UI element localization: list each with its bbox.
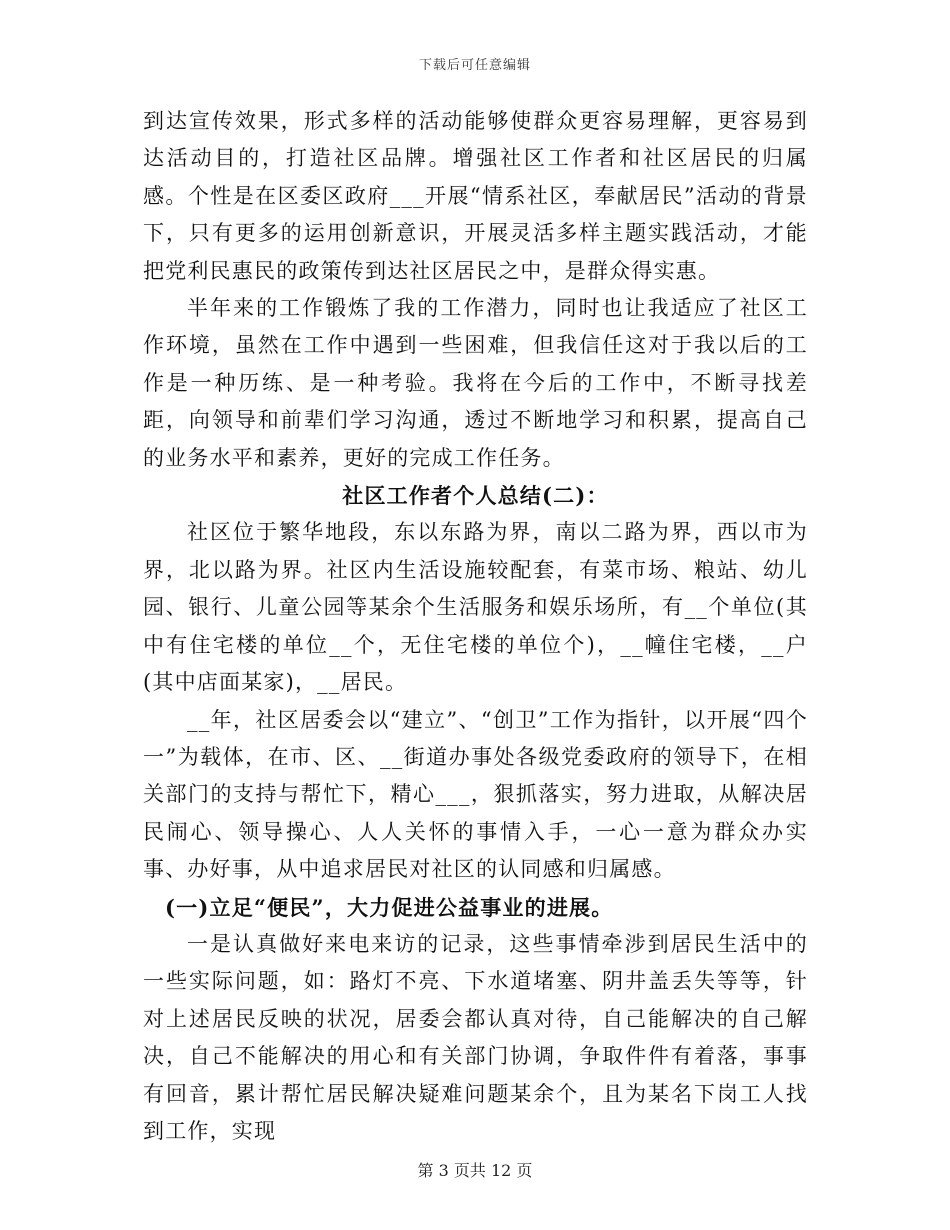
paragraph-2: 半年来的工作锻炼了我的工作潜力，同时也让我适应了社区工作环境，虽然在工作中遇到一些困难，但我信任这对于我以后的工作是一种历练、是一种考验。我将在今后的工作中，不断寻找差距，向领导和前辈们学习沟通，透过不断地学习和积累，提高自己的业务水平和素养，更好的完成工作任务。 — [143, 296, 808, 470]
sub-heading: (一)立足“便民”，大力促进公益事业的进展。 — [165, 894, 614, 920]
paragraph-1: 到达宣传效果，形式多样的活动能够使群众更容易理解，更容易到达活动目的，打造社区品牌。增强社区工作者和社区居民的归属感。个性是在区委区政府___开展“情系社区，奉献居民”活动的背景下，只有更多的运用创新意识，开展灵活多样主题实践活动，才能把党利民惠民的政策传到达社区居民之中，是群众得实惠。 — [143, 109, 808, 283]
paragraph-3: 社区位于繁华地段，东以东路为界，南以二路为界，西以市为界，北以路为界。社区内生活设施较配套，有菜市场、粮站、幼儿园、银行、儿童公园等某余个生活服务和娱乐场所，有__个单位(其中有住宅楼的单位__个，无住宅楼的单位个)，__幢住宅楼，__户(其中店面某家)，__居民。 — [143, 520, 808, 695]
paragraph-5: 一是认真做好来电来访的记录，这些事情牵涉到居民生活中的一些实际问题，如：路灯不亮、下水道堵塞、阴井盖丢失等等，针对上述居民反映的状况，居委会都认真对待，自己能解决的自己解决，自己不能解决的用心和有关部门协调，争取件件有着落，事事有回音，累计帮忙居民解决疑难问题某余个，且为某名下岗工人找到工作，实现 — [143, 931, 808, 1143]
page-number: 第 3 页共 12 页 — [417, 1161, 533, 1180]
section-title: 社区工作者个人总结(二)： — [342, 483, 609, 509]
paragraph-4: __年，社区居委会以“建立”、“创卫”工作为指针，以开展“四个一”为载体，在市、区、__街道办事处各级党委政府的领导下，在相关部门的支持与帮忙下，精心___，狠抓落实，努力进取，从解决居民闹心、领导操心、人人关怀的事情入手，一心一意为群众办实事、办好事，从中追求居民对社区的认同感和归属感。 — [143, 707, 808, 882]
header-note: 下载后可任意编辑 — [418, 58, 531, 73]
document-body — [143, 103, 808, 1150]
